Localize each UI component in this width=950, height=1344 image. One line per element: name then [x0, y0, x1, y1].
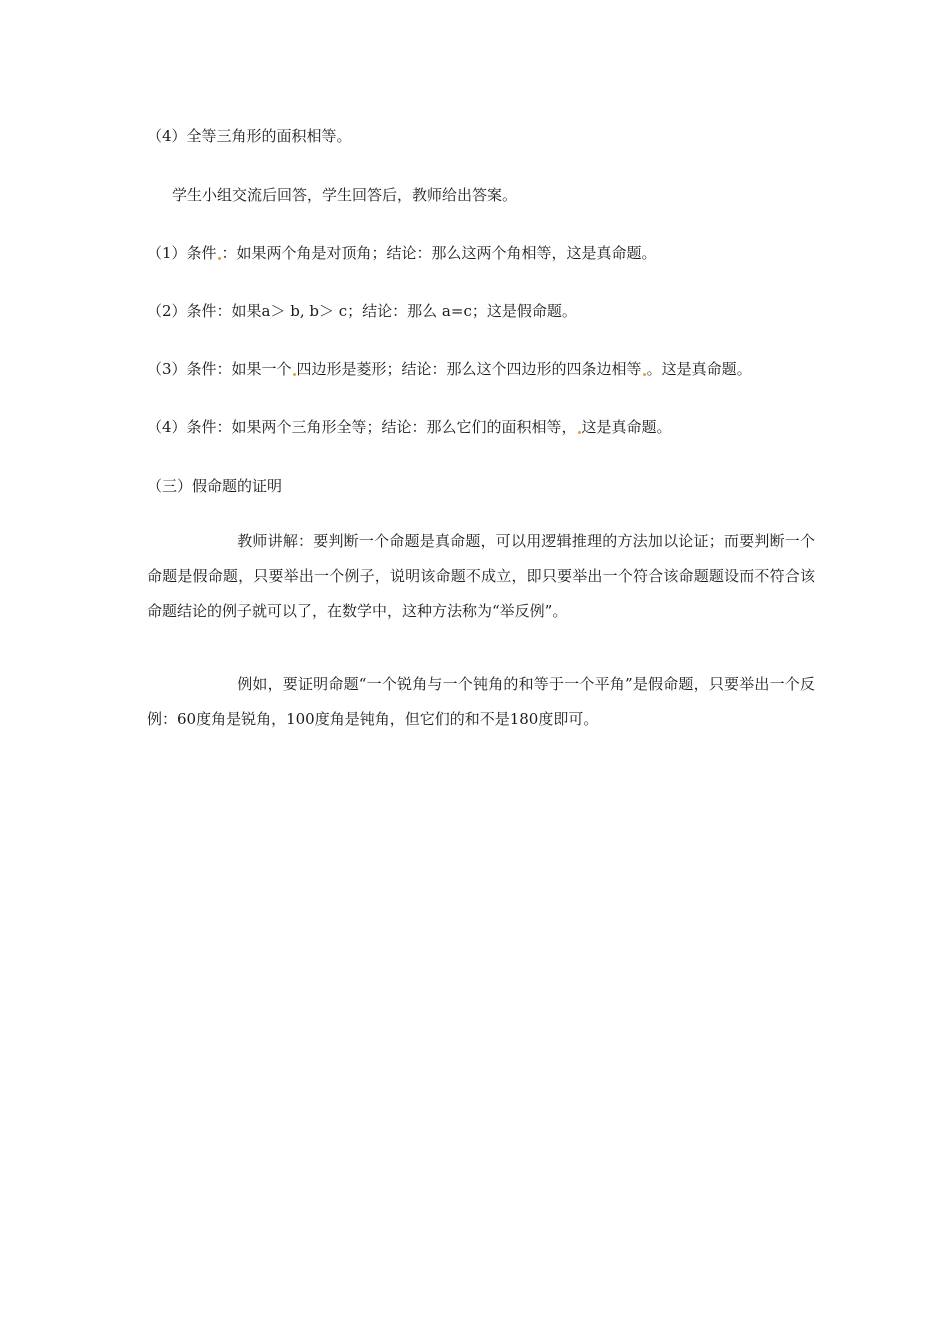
answer-1	[147, 243, 815, 263]
annotation-mark	[218, 257, 221, 260]
answer-4-suffix: 这是真命题。	[581, 418, 672, 436]
annotation-mark	[643, 373, 646, 376]
instruction-text: 学生小组交流后回答，学生回答后，教师给出答案。	[172, 186, 518, 204]
answer-4	[147, 417, 815, 437]
annotation-mark	[578, 431, 581, 434]
answer-3	[147, 359, 815, 379]
teacher-explanation-paragraph	[147, 524, 815, 629]
answer-2: （2）条件：如果a＞ b, b＞ c；结论：那么 a=c；这是假命题。	[147, 302, 577, 320]
section-heading: （三）假命题的证明	[147, 477, 283, 495]
item-4-text: （4）全等三角形的面积相等。	[147, 127, 352, 145]
answer-3-middle: 四边形是菱形；结论：那么这个四边形的四条边相等	[296, 360, 642, 378]
answer-4-prefix: （4）条件：如果两个三角形全等；结论：那么它们的面积相等，	[147, 418, 577, 436]
teacher-explanation-text: 教师讲解：要判断一个命题是真命题，可以用逻辑推理的方法加以论证；而要判断一个命题是假命题，只要举出一个例子，说明该命题不成立，即只要举出一个符合该命题题设而不符合该命题结论的例子就可以了，在数学中，这种方法称为“举反例”。	[147, 532, 815, 620]
answer-3-suffix: 。这是真命题。	[646, 360, 752, 378]
answer-1-body: ：如果两个角是对顶角；结论：那么这两个角相等，这是真命题。	[221, 244, 657, 262]
example-paragraph	[147, 667, 815, 737]
example-text: 例如，要证明命题“一个锐角与一个钝角的和等于一个平角”是假命题，只要举出一个反例：60度角是锐角，100度角是钝角，但它们的和不是180度即可。	[147, 675, 815, 728]
answer-1-prefix: （1）条件	[147, 244, 217, 262]
annotation-mark	[293, 373, 296, 376]
answer-3-prefix: （3）条件：如果一个	[147, 360, 292, 378]
